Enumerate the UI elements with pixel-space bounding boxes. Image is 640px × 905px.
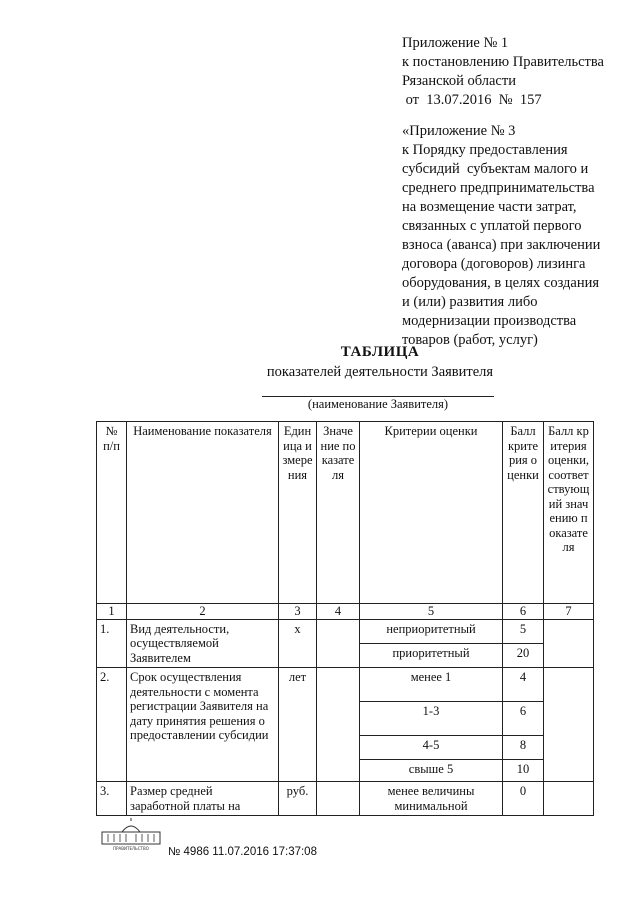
- criterion-cell: менее величины минимальной: [360, 782, 503, 816]
- header-cell: № п/п: [97, 422, 127, 604]
- header-line: субсидий субъектам малого и: [402, 161, 589, 177]
- score-cell: 0: [503, 782, 544, 816]
- result-score-cell: [544, 782, 594, 816]
- header-line: от 13.07.2016 № 157: [402, 92, 542, 108]
- header-line: связанных с уплатой первого: [402, 218, 582, 234]
- header-line: на возмещение части затрат,: [402, 199, 577, 215]
- indicator-name: Срок осуществления деятельности с момента регистрации Заявителя на дату принятия решения о предоставлении субсидии: [127, 668, 279, 782]
- row-number: 2.: [97, 668, 127, 782]
- header-line: взноса (аванса) при заключении: [402, 237, 601, 253]
- header-block: [402, 34, 632, 350]
- column-number: 1: [97, 604, 127, 620]
- column-number: 7: [544, 604, 594, 620]
- score-cell: 6: [503, 702, 544, 736]
- table-row: [97, 668, 594, 702]
- table-row: [97, 782, 594, 816]
- header-line: товаров (работ, услуг): [402, 332, 538, 348]
- header-line: оборудования, в целях создания: [402, 275, 600, 291]
- header-line: среднего предпринимательства: [402, 180, 595, 196]
- value-cell: [317, 668, 360, 782]
- header-cell: Критерии оценки: [360, 422, 503, 604]
- score-cell: 10: [503, 760, 544, 782]
- header-line: к постановлению Правительства: [402, 54, 604, 70]
- header-line: модернизации производства: [402, 313, 577, 329]
- header-line: Рязанской области: [402, 73, 516, 89]
- header-cell: Значение показателя: [317, 422, 360, 604]
- government-seal-icon: [100, 818, 162, 852]
- table-subtitle: показателей деятельности Заявителя: [266, 364, 494, 380]
- column-number: 4: [317, 604, 360, 620]
- applicant-caption: (наименование Заявителя): [307, 397, 449, 411]
- seal-text: ПРАВИТЕЛЬСТВО: [113, 846, 149, 851]
- result-score-cell: [544, 619, 594, 668]
- table-header-row: [97, 422, 594, 604]
- criterion-cell: 1-3: [360, 702, 503, 736]
- header-line: Приложение № 1: [402, 35, 509, 51]
- score-cell: 20: [503, 643, 544, 667]
- score-cell: 4: [503, 668, 544, 702]
- column-number: 6: [503, 604, 544, 620]
- column-number: 2: [127, 604, 279, 620]
- unit-cell: лет: [279, 668, 317, 782]
- indicators-table: [96, 421, 594, 816]
- column-number: 5: [360, 604, 503, 620]
- header-line: и (или) развития либо: [402, 294, 538, 310]
- result-score-cell: [544, 668, 594, 782]
- value-cell: [317, 782, 360, 816]
- criterion-cell: свыше 5: [360, 760, 503, 782]
- value-cell: [317, 619, 360, 668]
- header-cell: Балл критерия оценки, соответствующий значению показателя: [544, 422, 594, 604]
- header-cell: Единица измерения: [279, 422, 317, 604]
- indicator-name: Вид деятельности, осуществляемой Заявителем: [127, 619, 279, 668]
- table-row: [97, 619, 594, 643]
- unit-cell: руб.: [279, 782, 317, 816]
- header-cell: Балл критерия оценки: [503, 422, 544, 604]
- unit-cell: х: [279, 619, 317, 668]
- header-line: «Приложение № 3: [402, 123, 516, 139]
- criterion-cell: 4-5: [360, 736, 503, 760]
- criterion-cell: менее 1: [360, 668, 503, 702]
- header-line: к Порядку предоставления: [402, 142, 568, 158]
- header-cell: Наименование показателя: [127, 422, 279, 604]
- document-stamp: № 4986 11.07.2016 17:37:08: [168, 846, 317, 858]
- header-line: договора (договоров) лизинга: [402, 256, 586, 272]
- row-number: 3.: [97, 782, 127, 816]
- criterion-cell: приоритетный: [360, 643, 503, 667]
- indicator-name: Размер средней заработной платы на: [127, 782, 279, 816]
- column-number-row: [97, 604, 594, 620]
- row-number: 1.: [97, 619, 127, 668]
- score-cell: 5: [503, 619, 544, 643]
- table-title: ТАБЛИЦА: [340, 344, 420, 360]
- column-number: 3: [279, 604, 317, 620]
- criterion-cell: неприоритетный: [360, 619, 503, 643]
- score-cell: 8: [503, 736, 544, 760]
